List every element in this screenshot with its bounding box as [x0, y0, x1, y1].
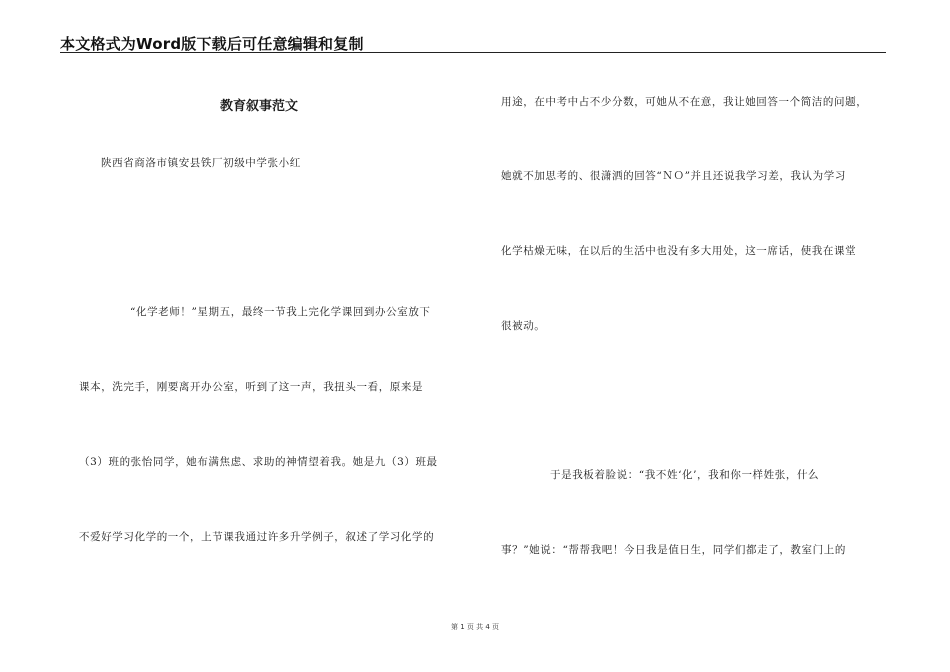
paragraph-line: 化学枯燥无味，在以后的生活中也没有多大用处，这一席话，使我在课堂: [501, 245, 857, 257]
paragraph-line: “化学老师！”星期五，最终一节我上完化学课回到办公室放下: [130, 306, 431, 318]
author-byline: 陕西省商洛市镇安县铁厂初级中学张小红: [101, 157, 301, 169]
paragraph-line: （3）班的张怡同学，她布满焦虑、求助的神情望着我。她是九（3）班最: [79, 456, 438, 468]
paragraph-line: 事？”她说：“帮帮我吧！今日我是值日生，同学们都走了，教室门上的: [501, 544, 846, 556]
paragraph-line: 不爱好学习化学的一个，上节课我通过许多升学例子，叙述了学习化学的: [79, 531, 435, 543]
paragraph-line: 她就不加思考的、很潇洒的回答“ＮＯ”并且还说我学习差，我认为学习: [501, 170, 846, 182]
paragraph-line: 于是我板着脸说：“我不姓‘化’，我和你一样姓张，什么: [550, 469, 820, 481]
page-number-footer: 第 1 页 共 4 页: [450, 623, 500, 631]
paragraph-line: 用途，在中考中占不少分数，可她从不在意，我让她回答一个简洁的问题，: [501, 96, 868, 108]
document-title: 教育叙事范文: [220, 99, 299, 114]
right-column: [475, 0, 950, 672]
document-header-banner: 本文格式为Word版下载后可任意编辑和复制: [60, 35, 364, 53]
paragraph-line: 课本，洗完手，刚要离开办公室，听到了这一声，我扭头一看，原来是: [79, 381, 424, 393]
paragraph-line: 很被动。: [501, 320, 546, 332]
